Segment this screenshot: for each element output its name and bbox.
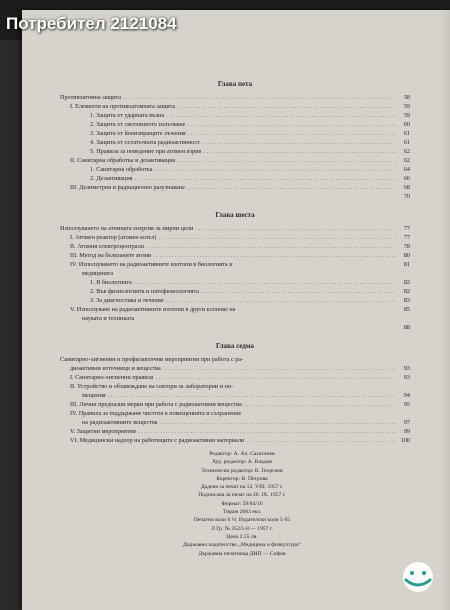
chapter-title: Глава пета (217, 80, 253, 88)
colophon-line: Дадена за печат на 12. VIII. 1957 г. (200, 484, 284, 491)
colophon-line: Л Гр. № 352/1-8 — 1957 г. (211, 525, 273, 532)
chapter-title: Глава шеста (215, 211, 255, 219)
toc-entry: VI. Медицински надзор на работещите с радиоактивни материали . . . 100 (60, 436, 410, 445)
chapter-six (60, 211, 410, 332)
toc-entry: II. Устройство и обзавеждане на сектори за лабораторни и по- (70, 383, 234, 390)
colophon-line: Тираж 2063 екз. (222, 509, 262, 516)
toc-entry: V. Защитни мероприятия . . . 99 (60, 427, 410, 436)
colophon-line: Коректор: В. Петрова (216, 475, 268, 482)
colophon (92, 450, 392, 558)
toc-entry-continuation: науката и техниката (82, 315, 135, 322)
toc-entry: II. Атомни електроцентрали . . . 78 (60, 242, 410, 251)
toc-entry: 2. Дезактивация . . . 66 (60, 174, 410, 183)
colophon-line: Редактор: А. Ал. Сахатчиев (209, 451, 275, 457)
toc-entry: 70 (403, 193, 410, 200)
colophon-line: Държавна печатница ДИП — София (198, 550, 286, 557)
toc-entry: IV. Използуването на радиоактивните изотопи в биологията и 81 (70, 261, 410, 268)
table-of-contents (60, 80, 410, 455)
toc-entry: 3. За диагностика и лечение . . . 83 (60, 296, 410, 305)
colophon-line: Държавно издателство „Медицина и физкултура“ (182, 542, 302, 549)
user-watermark: Потребител 2121084 (6, 14, 177, 33)
toc-entry: мещения . . . 94 (60, 391, 410, 400)
toc-entry: 3. Защита от йонизиращите лъчения . . . 61 (60, 129, 410, 138)
colophon-line: Цена 2.55 лв. (226, 533, 258, 540)
toc-entry: 1. Защита от ударната вълна . . . 59 (60, 111, 410, 120)
toc-entry: Противоатомна защита . . . 58 (60, 93, 410, 102)
chapter-five (60, 80, 410, 201)
toc-entry: диоактивни източници и вещества . . . 93 (60, 364, 410, 373)
toc-entry: 1. В биологията . . . 82 (60, 278, 410, 287)
toc-entry: V. Използуване на радиоактивните изотопи в други клонове на 85 (70, 306, 410, 313)
toc-entry: Използуването на атомната енергия за мирни цели . . . 77 (60, 224, 410, 233)
bazar-logo-icon (392, 560, 444, 594)
toc-entry: III. Лични предпазни мерки при работа с радиоактивни вещества . . . 95 (60, 400, 410, 409)
toc-entry: на радиоактивните вещества . . . 97 (60, 418, 410, 427)
toc-entry: III. Метод на белязаните атоми . . . 80 (60, 251, 410, 260)
toc-entry: I. Елементи на противоатомната защита . . . 59 (60, 102, 410, 111)
toc-entry: Санитарно-хигиенни и профилактични мероприятия при работа с ра- (60, 356, 244, 363)
toc-entry: 1. Санитарна обработка . . . 64 (60, 165, 410, 174)
page-fold (440, 10, 450, 610)
colophon-line: Технически редактор: К. Георгиев (201, 467, 283, 474)
toc-entry: III. Дозиметрия и радиационно разузнаване . . . 68 (60, 183, 410, 192)
toc-entry: 88 (403, 324, 410, 331)
toc-entry: I. Атомен реактор (атомен котел) . . . 77 (60, 233, 410, 242)
toc-entry: 2. Защита от светлинното излъчване . . . 60 (60, 120, 410, 129)
toc-entry: 4. Защита от остатъчната радиоактивност . . . 61 (60, 138, 410, 147)
toc-entry: II. Санитарна обработка и дезактивация . . . 62 (60, 156, 410, 165)
colophon-line: Худ. редактор: А. Владов (212, 459, 272, 466)
colophon-line: Печатни коли 6 ½; Издателски коли 5·65 (193, 517, 291, 524)
colophon-line: Формат: 59/84/16 (221, 500, 263, 507)
chapter-title: Глава седма (215, 342, 255, 350)
toc-entry: 2. Във физиологията и патофизиологията . . . 82 (60, 287, 410, 296)
toc-entry-continuation: медицината (82, 270, 114, 277)
toc-entry: I. Санитарно-хигиенни правила . . . 93 (60, 373, 410, 382)
toc-entry: 5. Правила за поведение при атомен взрив . . . 62 (60, 147, 410, 156)
colophon-line: Подписана за печат на 26. IX. 1957 г. (198, 492, 286, 499)
chapter-seven (60, 342, 410, 445)
toc-entry: IV. Правила за поддържане чистота в помещенията и съхранение (70, 410, 242, 417)
